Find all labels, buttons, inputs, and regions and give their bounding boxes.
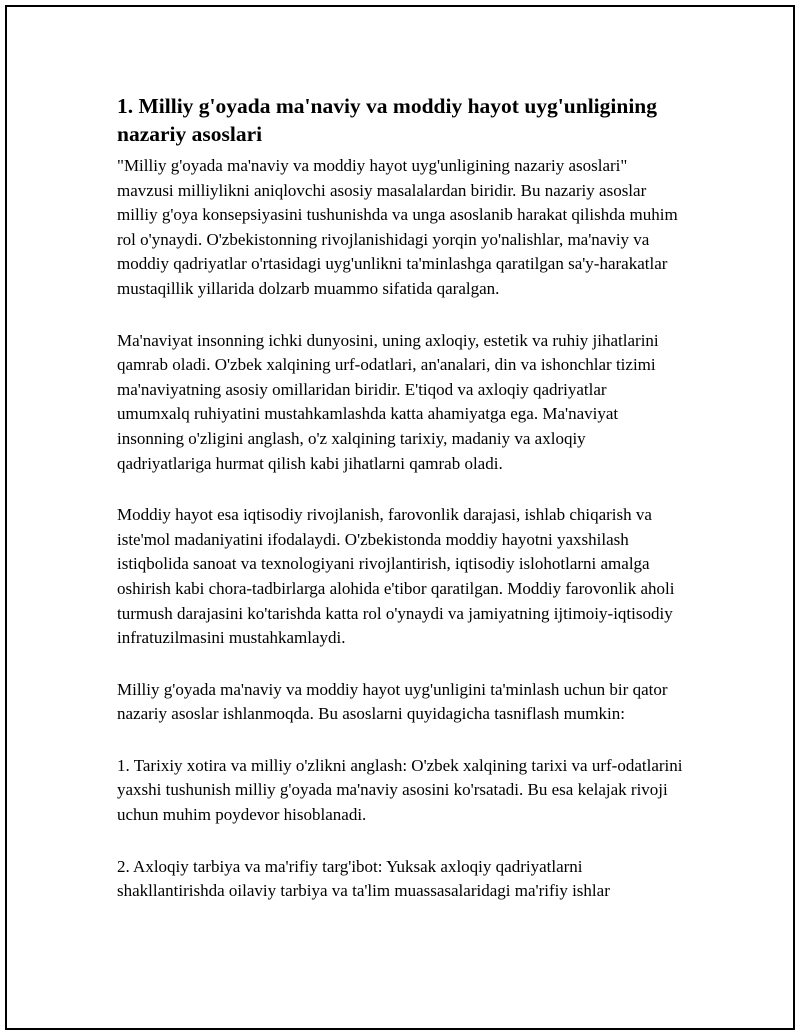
list-item-historical-memory: 1. Tarixiy xotira va milliy o'zlikni anglash: O'zbek xalqining tarixi va urf-odatlarini yaxshi tushunish milliy g'oyada ma'naviy asosini ko'rsatadi. Bu esa kelajak rivoji uchun muhim poydevor hisoblanadi. — [117, 755, 683, 825]
paragraph-material-life: Moddiy hayot esa iqtisodiy rivojlanish, farovonlik darajasi, ishlab chiqarish va iste'mol madaniyatini ifodalaydi. O'zbekistonda moddiy hayotni yaxshilash istiqbolida sanoat va texnologiyani rivojlantirish, iqtisodiy islohotlarni amalga oshirish kabi chora-tadbirlarga alohida e'tibor qaratilgan. Moddiy farovonlik aholi turmush darajasini ko'tarishda katta rol o'ynaydi va jamiyatning ijtimoiy-iqtisodiy infratuzilmasini mustahkamlaydi. — [117, 505, 675, 648]
paragraph-theoretical-bases: Milliy g'oyada ma'naviy va moddiy hayot uyg'unligini ta'minlash uchun bir qator nazariy asoslar ishlanmoqda. Bu asoslarni quyidagicha tasniflash mumkin: — [117, 679, 668, 724]
document-body — [117, 92, 683, 931]
document-title: 1. Milliy g'oyada ma'naviy va moddiy hayot uyg'unligining nazariy asoslari — [117, 94, 657, 146]
paragraph-spirituality: Ma'naviyat insonning ichki dunyosini, uning axloqiy, estetik va ruhiy jihatlarini qamrab oladi. O'zbek xalqining urf-odatlari, an'analari, din va ishonchlar tizimi ma'naviyatning asosiy omillaridan biridir. E'tiqod va axloqiy qadriyatlar umumxalq ruhiyatini mustahkamlashda katta ahamiyatga ega. Ma'naviyat insonning o'zligini anglash, o'z xalqining tarixiy, madaniy va axloqiy qadriyatlariga hurmat qilish kabi jihatlarni qamrab oladi. — [117, 330, 659, 473]
paragraph-intro: "Milliy g'oyada ma'naviy va moddiy hayot uyg'unligining nazariy asoslari" mavzusi milliylikni aniqlovchi asosiy masalalardan biridir. Bu nazariy asoslar milliy g'oya konsepsiyasini tushunishda va unga asoslanib harakat qilishda muhim rol o'ynaydi. O'zbekistonning rivojlanishidagi yorqin yo'nalishlar, ma'naviy va moddiy qadriyatlar o'rtasidagi uyg'unlikni ta'minlashga qaratilgan sa'y-harakatlar mustaqillik yillarida dolzarb muammo sifatida qaralgan. — [117, 156, 678, 298]
list-item-moral-education: 2. Axloqiy tarbiya va ma'rifiy targ'ibot: Yuksak axloqiy qadriyatlarni shakllantirishda oilaviy tarbiya va ta'lim muassasalaridagi ma'rifiy ishlar — [117, 856, 610, 901]
